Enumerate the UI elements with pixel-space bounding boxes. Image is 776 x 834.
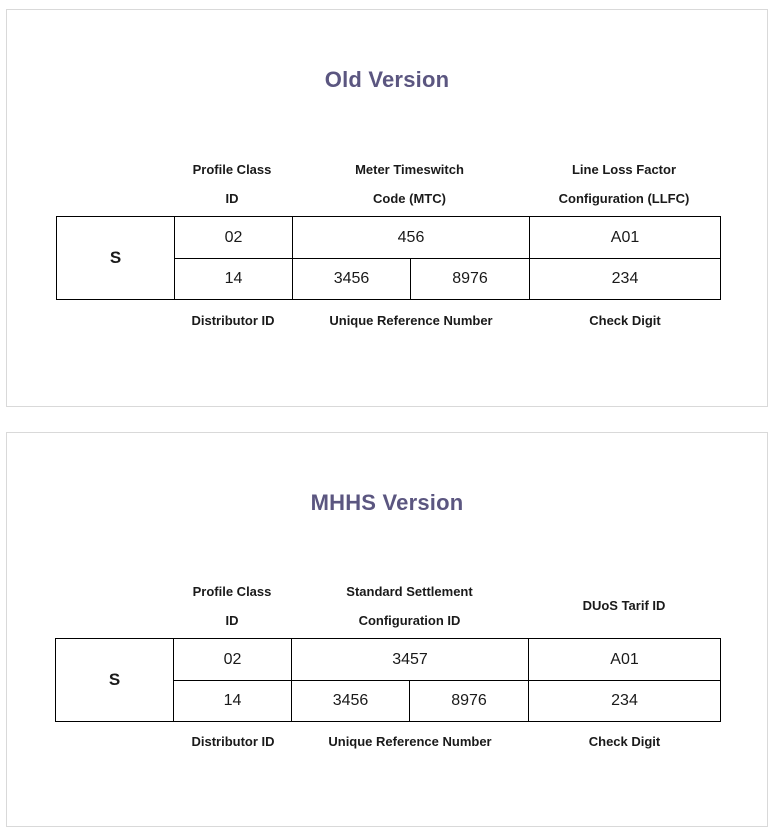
cell-ssc: 3457 — [291, 638, 529, 681]
header-duos-tariff: DUoS Tarif ID — [582, 598, 666, 613]
cell-check-digit: 234 — [529, 258, 721, 300]
cell-urn-part2: 8976 — [409, 680, 529, 722]
footer-check-digit: Check Digit — [589, 313, 661, 328]
panel-title: Old Version — [324, 67, 450, 92]
header-ssc: Standard Settlement Configuration ID — [346, 584, 473, 628]
mhhs-version-panel — [6, 432, 768, 827]
cell-mtc: 456 — [292, 216, 530, 259]
header-profile-class: Profile Class ID — [192, 162, 272, 206]
cell-urn-part2: 8976 — [410, 258, 530, 300]
header-profile-class: Profile Class ID — [192, 584, 272, 628]
cell-urn-part1: 3456 — [292, 258, 411, 300]
footer-distributor-id: Distributor ID — [191, 313, 275, 328]
cell-profile-class: 02 — [173, 638, 292, 681]
header-llfc: Line Loss Factor Configuration (LLFC) — [558, 162, 690, 206]
footer-urn: Unique Reference Number — [328, 734, 492, 749]
old-version-panel — [6, 9, 768, 407]
footer-urn: Unique Reference Number — [329, 313, 493, 328]
panel-title: MHHS Version — [310, 490, 464, 515]
cell-distributor-id: 14 — [174, 258, 293, 300]
cell-check-digit: 234 — [528, 680, 721, 722]
cell-llfc: A01 — [529, 216, 721, 259]
cell-profile-class: 02 — [174, 216, 293, 259]
cell-s: S — [55, 638, 174, 722]
footer-check-digit: Check Digit — [588, 734, 661, 749]
cell-urn-part1: 3456 — [291, 680, 410, 722]
header-mtc: Meter Timeswitch Code (MTC) — [355, 162, 464, 206]
cell-duos-tariff: A01 — [528, 638, 721, 681]
cell-distributor-id: 14 — [173, 680, 292, 722]
cell-s: S — [56, 216, 175, 300]
footer-distributor-id: Distributor ID — [191, 734, 275, 749]
